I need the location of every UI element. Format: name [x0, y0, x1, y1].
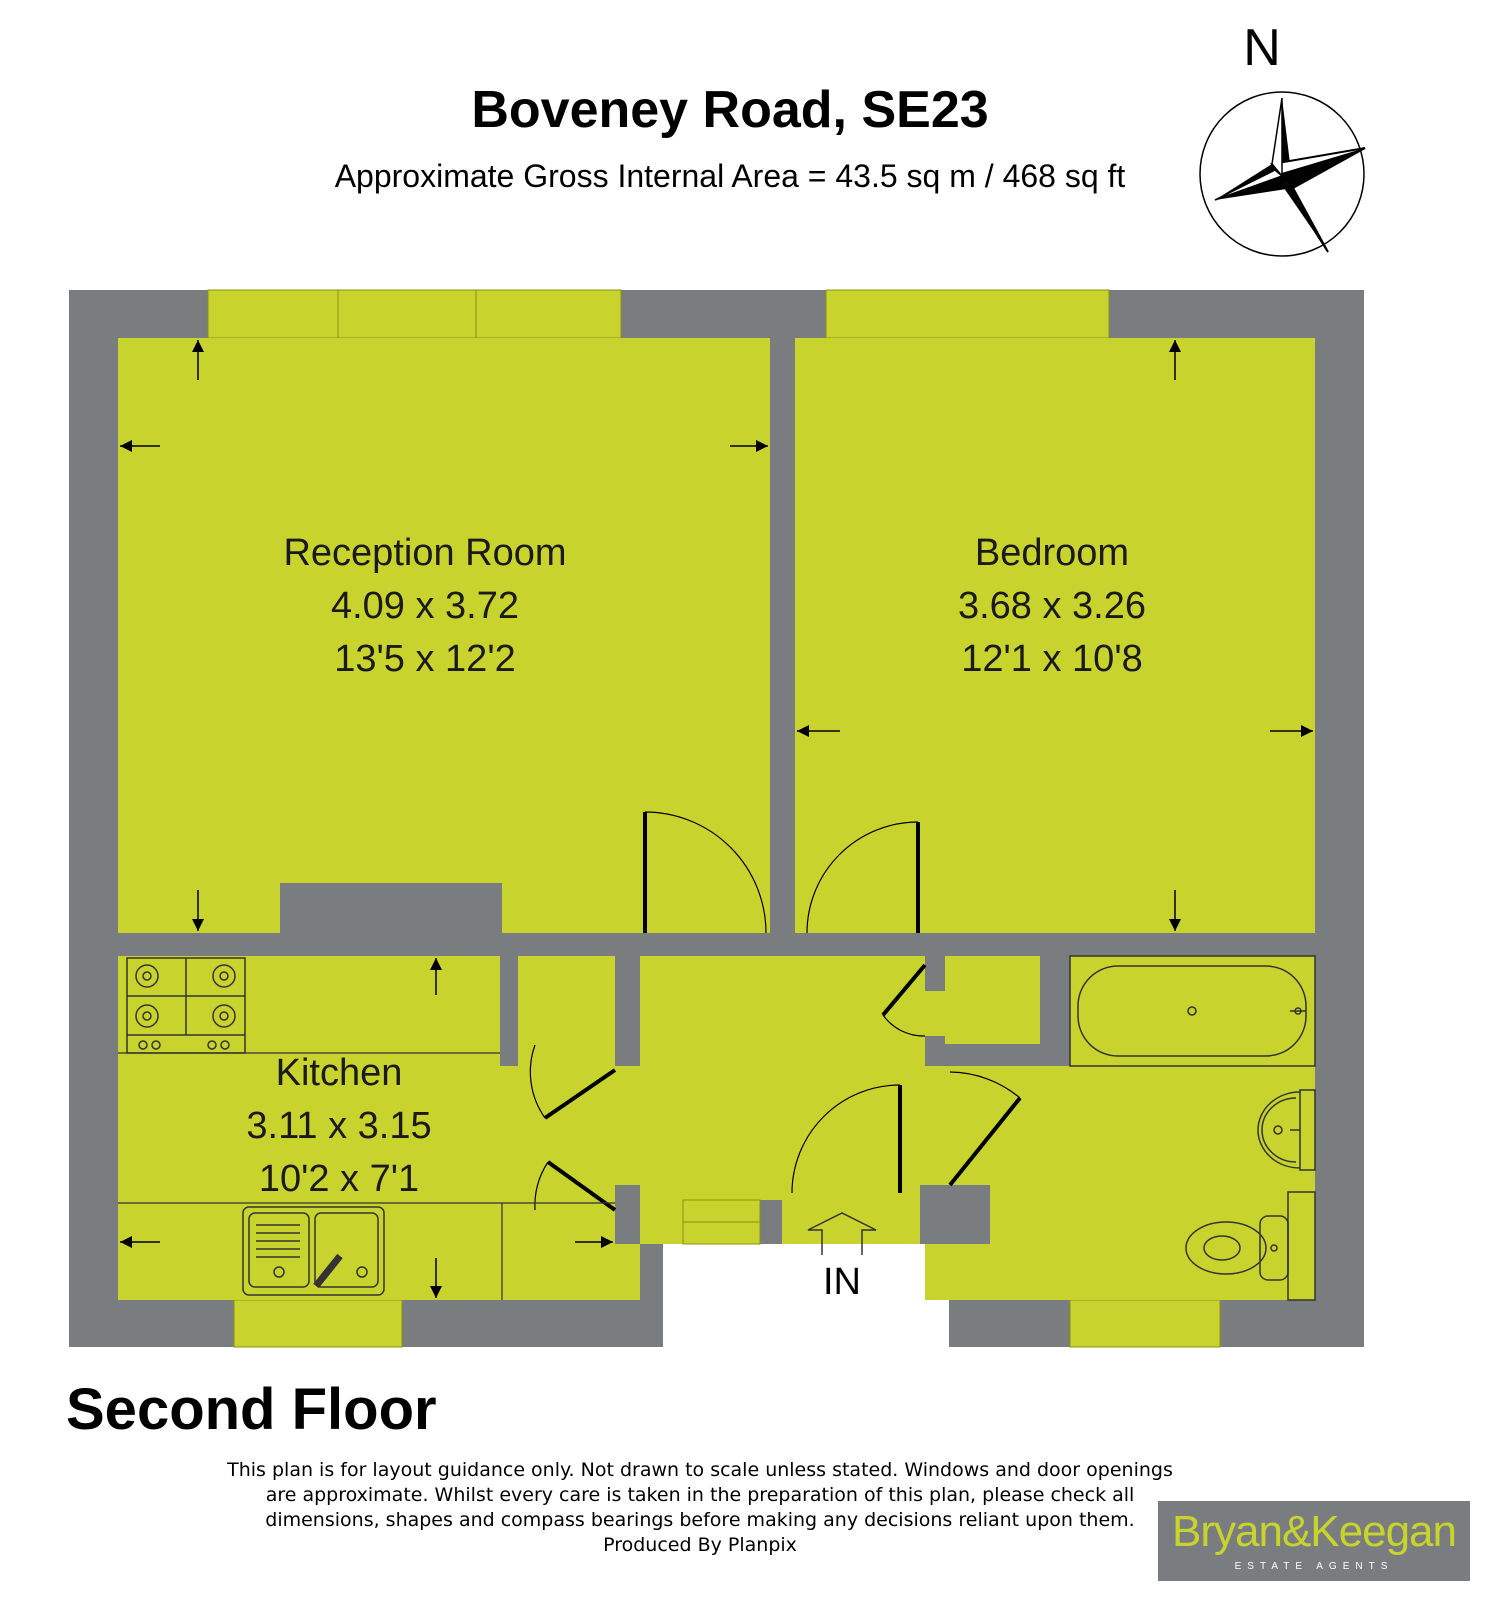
- entrance-label: IN: [823, 1261, 861, 1303]
- kitchen-imperial: 10'2 x 7'1: [258, 1158, 420, 1200]
- wall-bedroom-bath: [920, 933, 1315, 956]
- hall-cupboard-wall: [615, 956, 640, 1066]
- agent-logo-name: Bryan&Keegan: [1172, 1507, 1456, 1556]
- bedroom-name: Bedroom: [974, 532, 1130, 574]
- bedroom-metric: 3.68 x 3.26: [957, 585, 1147, 627]
- reception-room-name: Reception Room: [283, 532, 567, 574]
- disclaimer: [200, 1458, 1200, 1558]
- disclaimer-line: dimensions, shapes and compass bearings before making any decisions reliant upon them.: [265, 1509, 1135, 1531]
- bedroom-imperial: 12'1 x 10'8: [961, 638, 1143, 680]
- compass-north-label: N: [1243, 19, 1281, 77]
- entrance-exterior: [663, 1244, 949, 1348]
- reception-room-metric: 4.09 x 3.72: [330, 585, 520, 627]
- hall-bath-wall: [920, 1185, 990, 1244]
- hall-kitchen-wall: [615, 1185, 640, 1244]
- reception-room-imperial: 13'5 x 12'2: [334, 638, 516, 680]
- kitchen-name: Kitchen: [275, 1052, 403, 1094]
- reception-room-floor: [118, 338, 770, 933]
- agent-logo: [1158, 1501, 1470, 1581]
- disclaimer-line: are approximate. Whilst every care is taken in the preparation of this plan, please check all: [265, 1484, 1135, 1506]
- bedroom-floor: [795, 338, 1315, 933]
- bath-area-floor: [1070, 956, 1315, 1066]
- agent-logo-tagline: ESTATE AGENTS: [1234, 1561, 1394, 1572]
- gross-area-text: Approximate Gross Internal Area = 43.5 sq m / 468 sq ft: [334, 158, 1126, 194]
- disclaimer-line: Produced By Planpix: [603, 1534, 797, 1556]
- kitchen-cupboard-wall: [500, 956, 518, 1066]
- hob-icon: [127, 958, 245, 1053]
- floor-label: Second Floor: [66, 1377, 437, 1442]
- wall-reception-bedroom: [770, 338, 795, 956]
- plan-title: Boveney Road, SE23: [471, 81, 989, 139]
- chimney-breast: [280, 883, 502, 956]
- hall-stub-1: [925, 956, 945, 991]
- compass-icon: [1200, 92, 1365, 256]
- hall-stub-2: [925, 1036, 945, 1066]
- stair-wall: [760, 1200, 782, 1244]
- kitchen-metric: 3.11 x 3.15: [246, 1105, 432, 1147]
- disclaimer-line: This plan is for layout guidance only. Not drawn to scale unless stated. Windows and door openings: [227, 1459, 1173, 1481]
- cupboard-floor: [925, 956, 1060, 1044]
